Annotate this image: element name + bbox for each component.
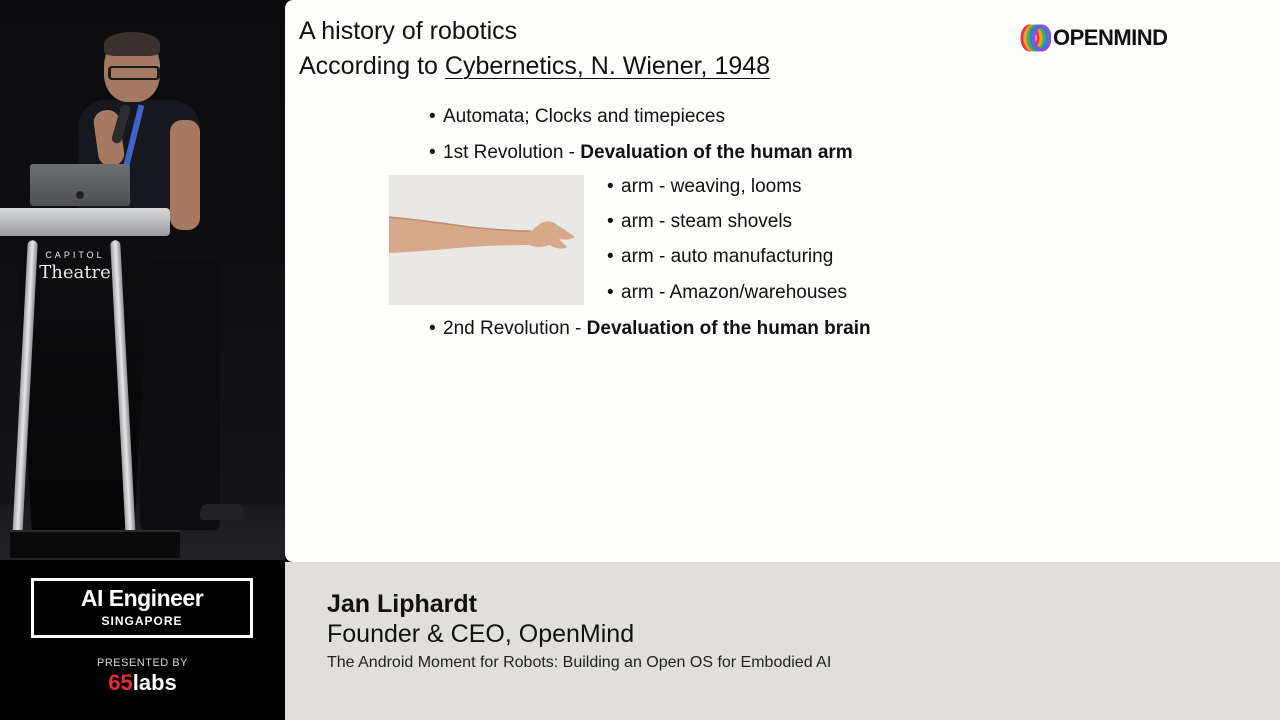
speaker-legs — [140, 260, 220, 530]
bullet-text: Automata; Clocks and timepieces — [443, 106, 725, 127]
sponsor-word: labs — [132, 670, 177, 695]
talk-title: The Android Moment for Robots: Building an Open OS for Embodied AI — [327, 654, 832, 671]
bullet-text: 1st Revolution - — [443, 142, 581, 163]
bullet-dot: • — [607, 246, 614, 267]
podium-base — [10, 530, 180, 558]
bullet-emphasis: Devaluation of the human arm — [580, 142, 853, 163]
slide-bullet — [429, 142, 853, 164]
speaker-shoe — [200, 504, 244, 520]
event-branding — [0, 562, 285, 720]
presentation-slide — [285, 0, 1280, 562]
laptop-logo — [76, 191, 84, 199]
bullet-emphasis: Devaluation of the human brain — [586, 318, 871, 339]
speaker-hair — [104, 32, 160, 56]
slide-sub-bullet — [607, 282, 847, 304]
speaker-role: Founder & CEO, OpenMind — [327, 620, 635, 648]
human-arm-illustration — [389, 175, 584, 305]
sub-bullet-text: arm - Amazon/warehouses — [621, 282, 847, 303]
slide-sub-bullet — [607, 246, 833, 268]
speaker-video — [0, 0, 285, 560]
slide-title-prefix: According to — [299, 52, 445, 80]
bullet-dot: • — [429, 106, 436, 127]
sub-bullet-text: arm - steam shovels — [621, 211, 793, 232]
bullet-dot: • — [607, 282, 614, 303]
laptop — [30, 164, 130, 206]
podium-sign-line1: CAPITOL — [45, 250, 105, 260]
slide-bullet — [429, 106, 725, 128]
podium-sign — [30, 250, 120, 283]
slide-sub-bullet — [607, 211, 792, 233]
human-arm-image — [389, 175, 584, 305]
podium-sign-line2: Theatre — [39, 262, 111, 283]
sub-bullet-text: arm - weaving, looms — [621, 176, 802, 197]
bullet-text: 2nd Revolution - — [443, 318, 587, 339]
openmind-logo-text: OPENMIND — [1053, 25, 1168, 50]
event-city: SINGAPORE — [101, 614, 183, 628]
bullet-dot: • — [429, 318, 436, 339]
bullet-dot: • — [607, 211, 614, 232]
sub-bullet-text: arm - auto manufacturing — [621, 246, 834, 267]
ai-engineer-logo — [31, 578, 253, 638]
bullet-dot: • — [607, 176, 614, 197]
sponsor-number: 65 — [108, 670, 133, 695]
openmind-logo — [1019, 22, 1168, 54]
presented-by-label: PRESENTED BY — [97, 657, 188, 669]
bullet-dot: • — [429, 142, 436, 163]
sponsor-logo — [0, 670, 285, 696]
speaker-glasses — [108, 66, 160, 80]
slide-sub-bullet — [607, 176, 802, 198]
podium-top — [0, 208, 170, 236]
slide-title-line1: A history of robotics — [299, 17, 518, 45]
openmind-rainbow-rings-icon — [1019, 22, 1051, 54]
slide-title-reference: Cybernetics, N. Wiener, 1948 — [444, 52, 771, 80]
event-name: AI Engineer — [80, 585, 204, 611]
lower-third-caption — [285, 562, 1280, 720]
speaker-arm — [170, 120, 200, 230]
slide-bullet — [429, 318, 871, 340]
slide-title — [299, 14, 770, 84]
speaker-name: Jan Liphardt — [327, 590, 478, 618]
